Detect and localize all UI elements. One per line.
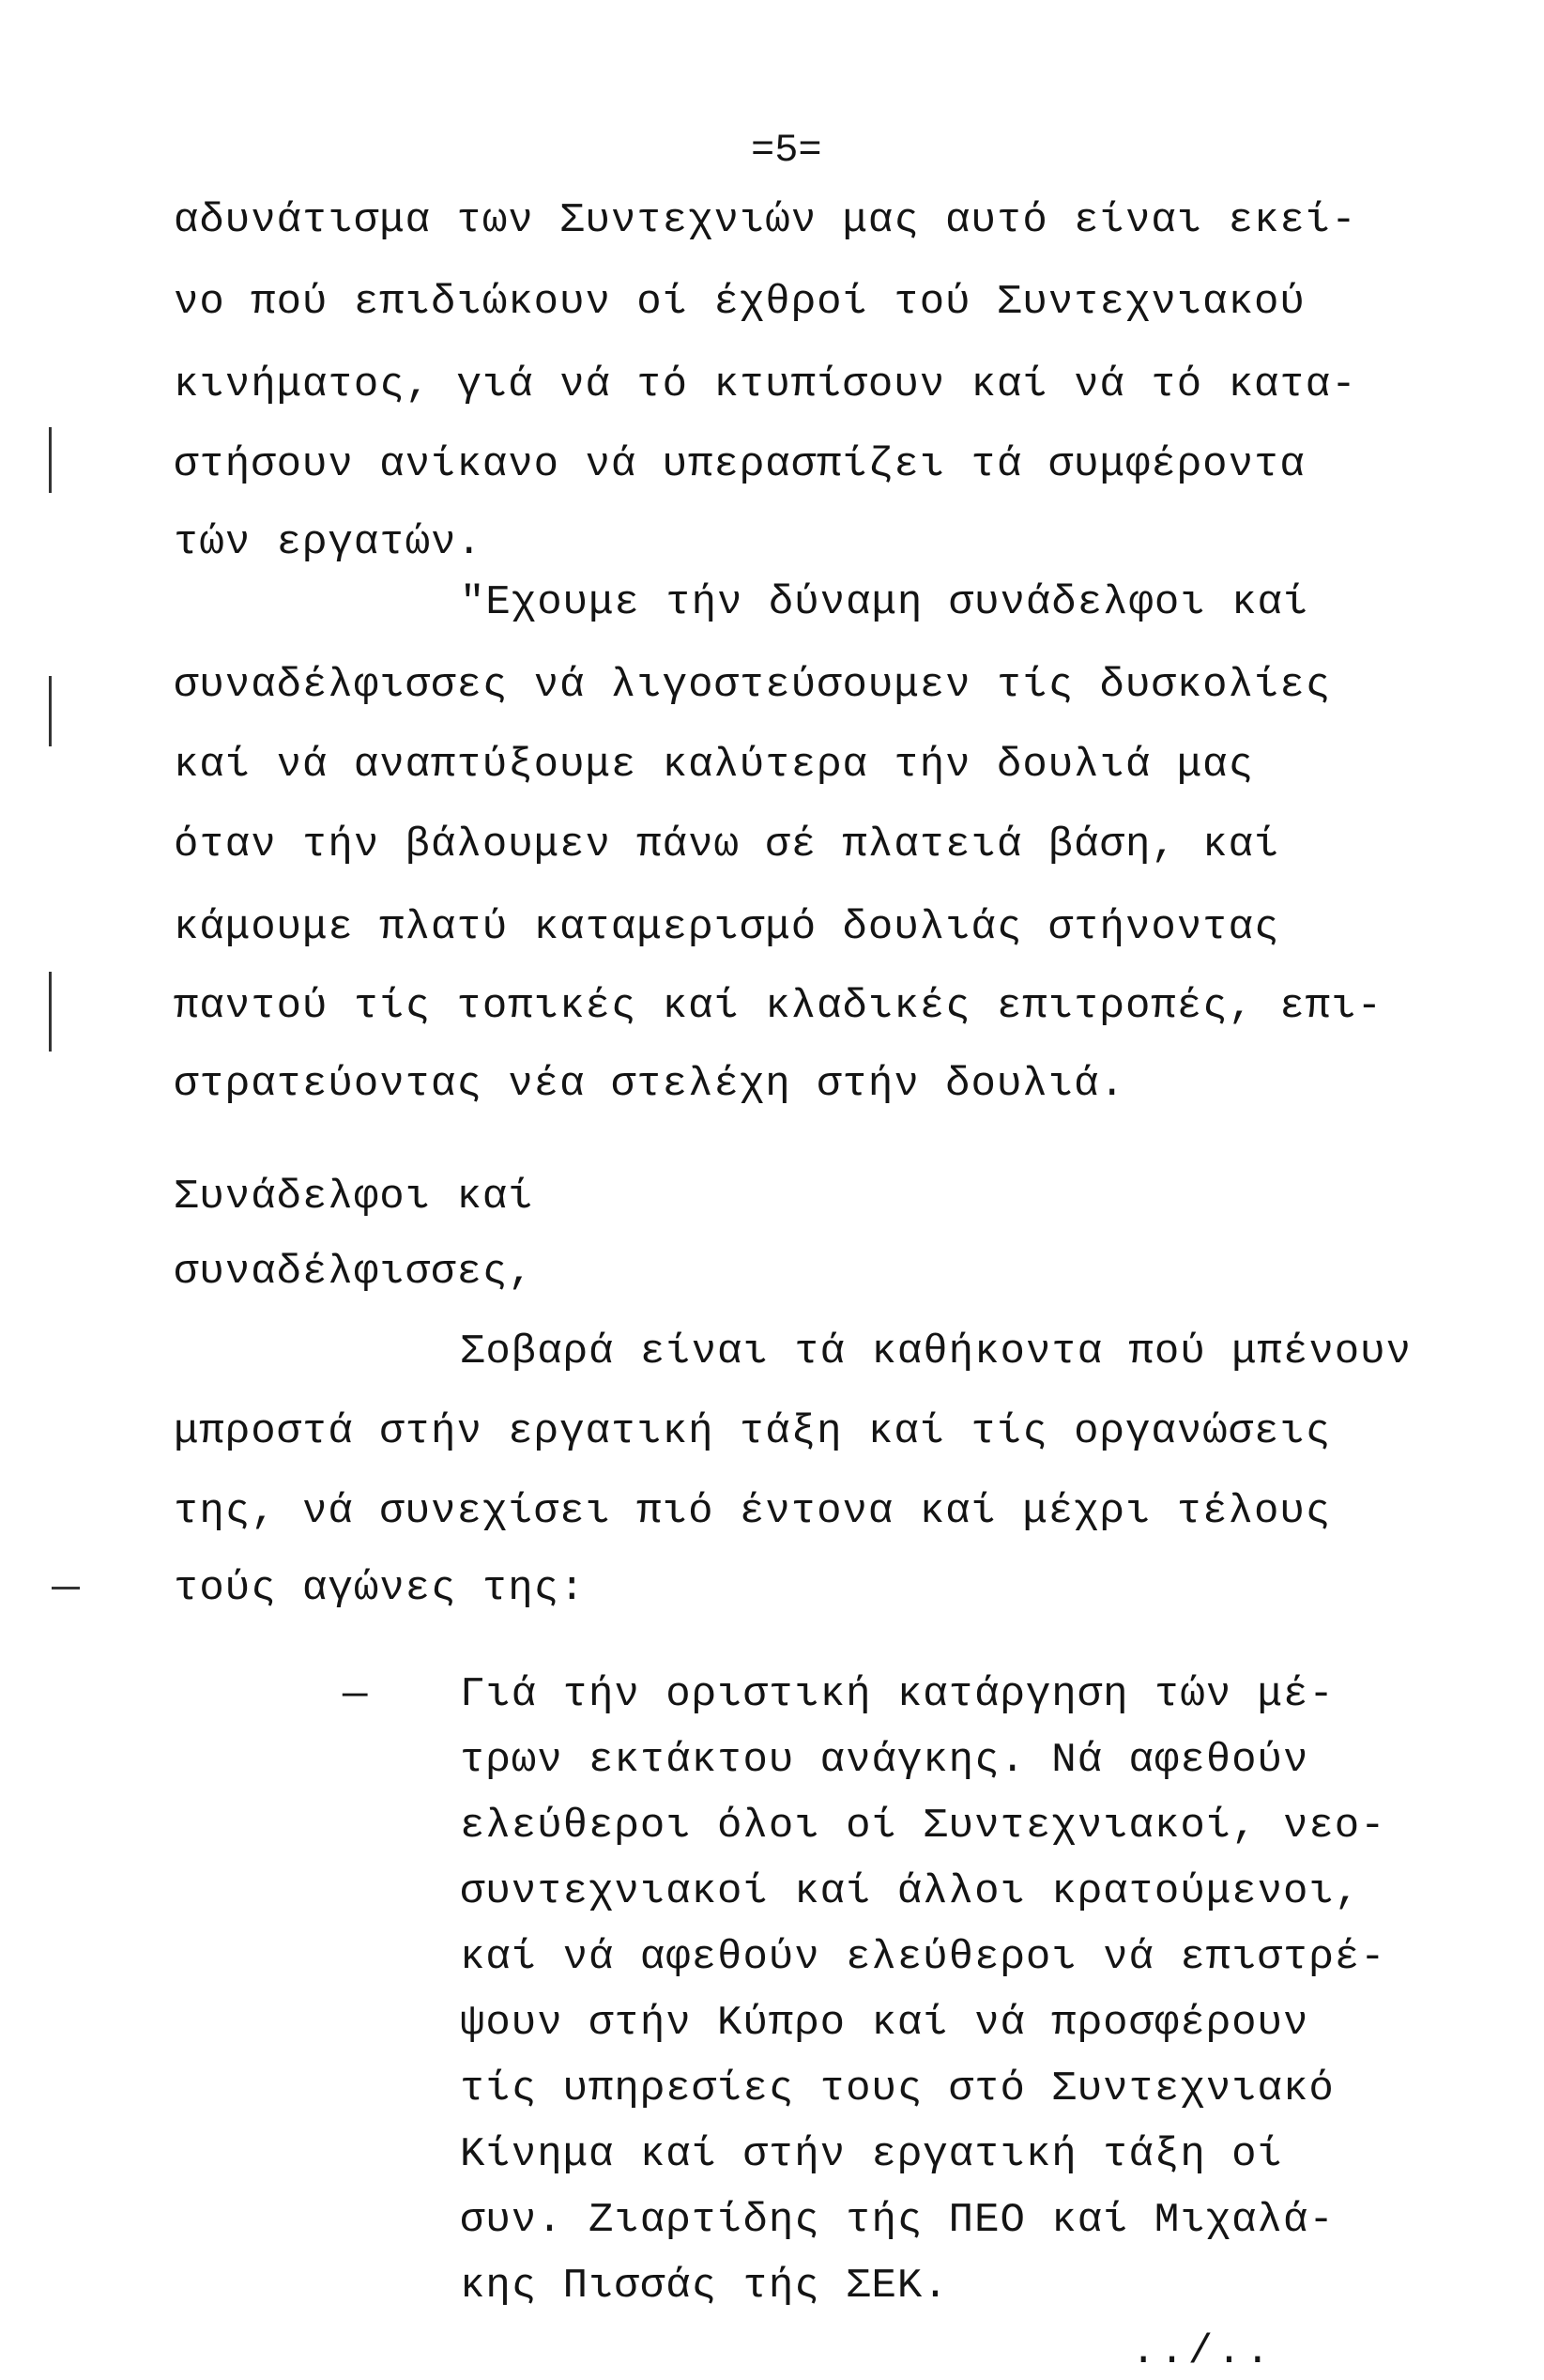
paragraph-2-line-2: συναδέλφισσες νά λιγοστεύσουμεν τίς δυσκολίες [174,662,1332,709]
continuation-mark: ../.. [1131,2328,1275,2375]
list-item-line-8: Κίνημα καί στήν εργατική τάξη οί [460,2131,1283,2178]
paragraph-1-line-2: νο πού επιδιώκουν οί έχθροί τού Συντεχνιακού [174,279,1306,326]
margin-mark [49,676,52,746]
margin-mark [49,972,52,1052]
paragraph-2-line-7: στρατεύοντας νέα στελέχη στήν δουλιά. [174,1061,1125,1108]
list-item-line-5: καί νά αφεθούν ελεύθεροι νά επιστρέ- [460,1934,1386,1981]
list-item-line-9: συν. Ζιαρτίδης τής ΠΕΟ καί Μιχαλά- [460,2197,1335,2244]
list-item-line-10: κης Πισσάς τής ΣΕΚ. [460,2263,949,2310]
list-item-line-4: συντεχνιακοί καί άλλοι κρατούμενοι, [460,1868,1361,1915]
salutation-line-1: Συνάδελφοι καί [174,1174,534,1221]
paragraph-1-line-5: τών εργατών. [174,519,482,566]
paragraph-3-line-2: μπροστά στήν εργατική τάξη καί τίς οργανώσεις [174,1408,1332,1455]
paragraph-3-line-3: της, νά συνεχίσει πιό έντονα καί μέχρι τέλους [174,1488,1332,1535]
list-dash: — [343,1671,368,1718]
paragraph-2-line-4: όταν τήν βάλουμεν πάνω σέ πλατειά βάση, καί [174,821,1280,868]
salutation-line-2: συναδέλφισσες, [174,1249,534,1296]
paragraph-2-line-5: κάμουμε πλατύ καταμερισμό δουλιάς στήνοντας [174,904,1280,951]
paragraph-1-line-3: κινήματος, γιά νά τό κτυπίσουν καί νά τό κατα- [174,361,1357,408]
paragraph-1-line-4: στήσουν ανίκανο νά υπερασπίζει τά συμφέροντα [174,441,1306,488]
page-number: =5= [751,128,822,173]
paragraph-3-line-1: Σοβαρά είναι τά καθήκοντα πού μπένουν [460,1328,1412,1375]
paragraph-2-line-1: "Εχουμε τήν δύναμη συνάδελφοι καί [460,579,1309,626]
list-item-line-1: Γιά τήν οριστική κατάργηση τών μέ- [460,1671,1335,1718]
list-item-line-3: ελεύθεροι όλοι οί Συντεχνιακοί, νεο- [460,1803,1386,1850]
list-item-line-7: τίς υπηρεσίες τους στό Συντεχνιακό [460,2065,1335,2112]
paragraph-1-line-1: αδυνάτισμα των Συντεχνιών μας αυτό είναι εκεί- [174,197,1357,244]
list-item-line-6: ψουν στήν Κύπρο καί νά προσφέρουν [460,2000,1309,2047]
paragraph-2-line-6: παντού τίς τοπικές καί κλαδικές επιτροπές, επι- [174,983,1383,1030]
paragraph-2-line-3: καί νά αναπτύξουμε καλύτερα τήν δουλιά μας [174,742,1254,789]
margin-mark [49,427,52,493]
paragraph-3-line-4: τούς αγώνες της: [174,1565,586,1612]
list-item-line-2: τρων εκτάκτου ανάγκης. Νά αφεθούν [460,1737,1309,1784]
margin-mark [52,1587,80,1589]
